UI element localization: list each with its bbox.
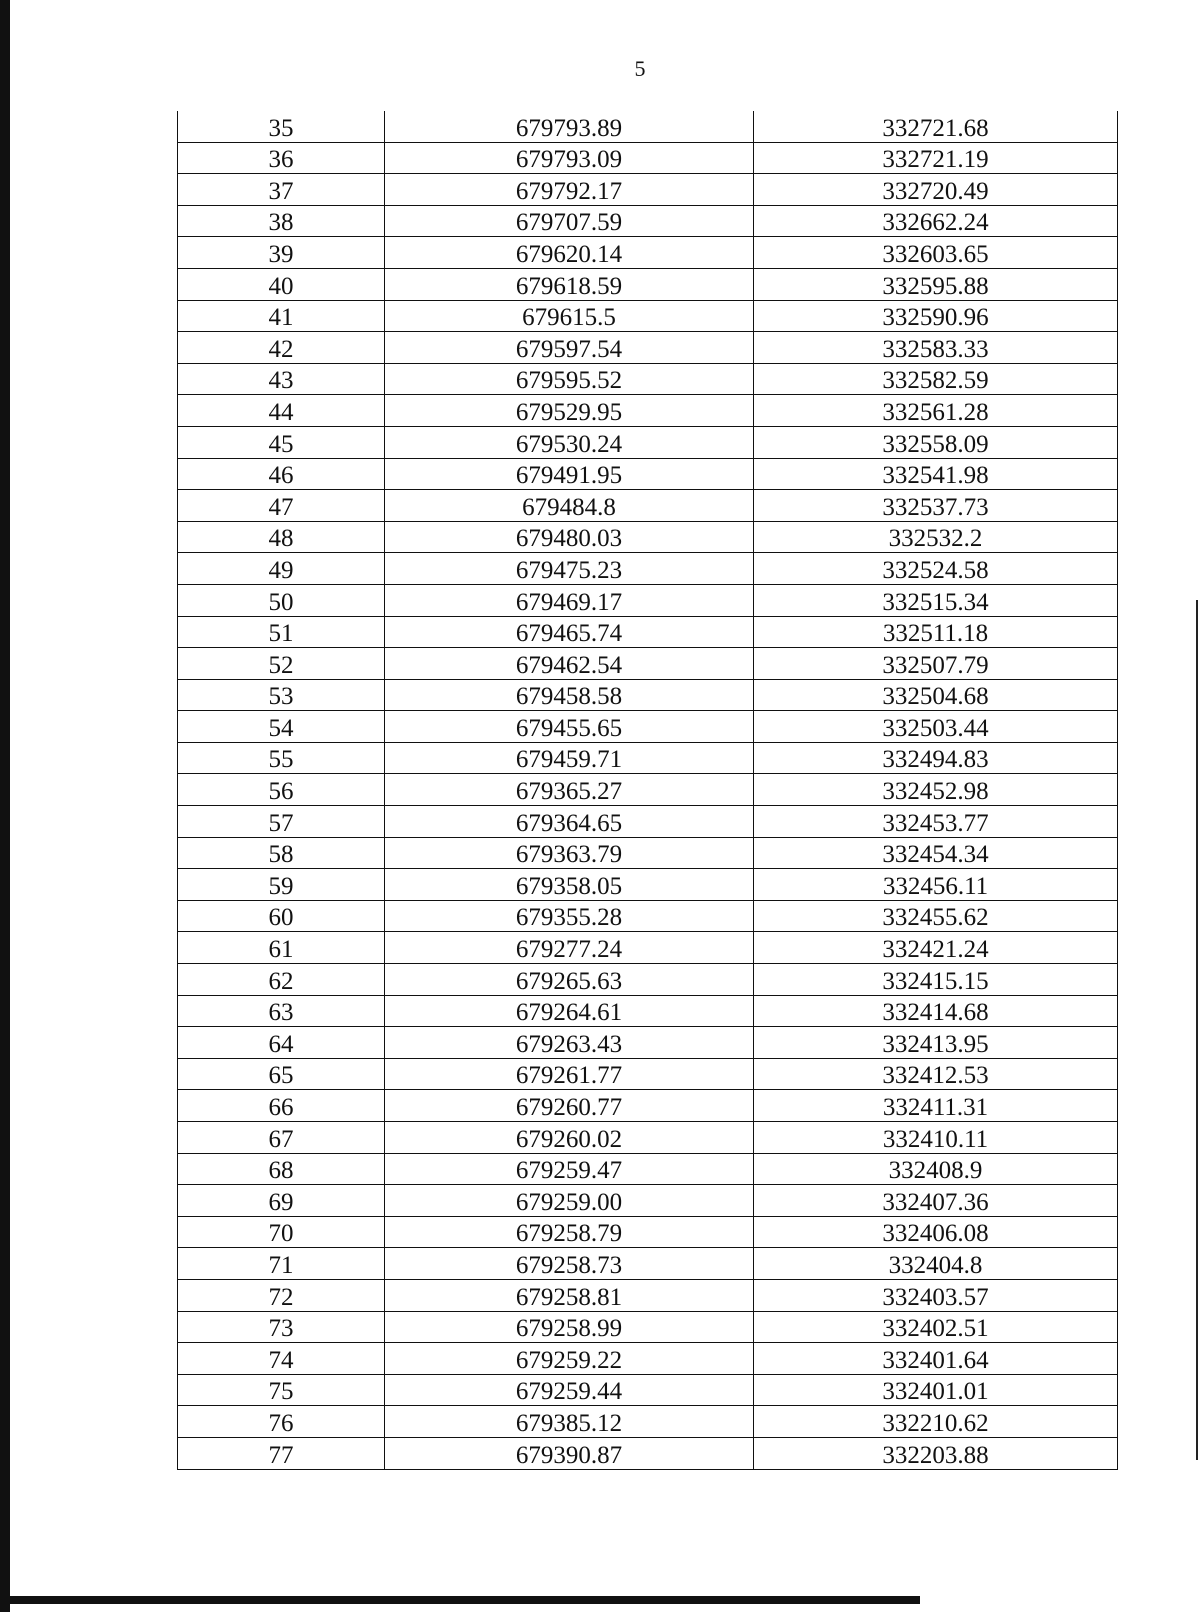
x-coordinate-cell: 679261.77 xyxy=(385,1058,754,1090)
y-coordinate-cell: 332511.18 xyxy=(754,616,1118,648)
point-number-cell: 61 xyxy=(178,932,385,964)
point-number-cell: 71 xyxy=(178,1248,385,1280)
point-number-cell: 40 xyxy=(178,268,385,300)
x-coordinate-cell: 679265.63 xyxy=(385,964,754,996)
point-number-cell: 48 xyxy=(178,521,385,553)
y-coordinate-cell: 332515.34 xyxy=(754,584,1118,616)
x-coordinate-cell: 679469.17 xyxy=(385,584,754,616)
scan-edge-left xyxy=(0,0,10,1612)
y-coordinate-cell: 332583.33 xyxy=(754,332,1118,364)
point-number-cell: 50 xyxy=(178,584,385,616)
y-coordinate-cell: 332452.98 xyxy=(754,774,1118,806)
x-coordinate-cell: 679263.43 xyxy=(385,1027,754,1059)
y-coordinate-cell: 332590.96 xyxy=(754,300,1118,332)
x-coordinate-cell: 679620.14 xyxy=(385,237,754,269)
point-number-cell: 49 xyxy=(178,553,385,585)
table-row xyxy=(178,332,1118,364)
y-coordinate-cell: 332454.34 xyxy=(754,837,1118,869)
x-coordinate-cell: 679258.99 xyxy=(385,1311,754,1343)
table-row xyxy=(178,837,1118,869)
x-coordinate-cell: 679260.77 xyxy=(385,1090,754,1122)
y-coordinate-cell: 332453.77 xyxy=(754,806,1118,838)
y-coordinate-cell: 332455.62 xyxy=(754,900,1118,932)
point-number-cell: 64 xyxy=(178,1027,385,1059)
table-row xyxy=(178,1279,1118,1311)
x-coordinate-cell: 679259.00 xyxy=(385,1185,754,1217)
point-number-cell: 45 xyxy=(178,426,385,458)
point-number-cell: 74 xyxy=(178,1343,385,1375)
x-coordinate-cell: 679259.22 xyxy=(385,1343,754,1375)
y-coordinate-cell: 332662.24 xyxy=(754,205,1118,237)
point-number-cell: 55 xyxy=(178,742,385,774)
y-coordinate-cell: 332210.62 xyxy=(754,1406,1118,1438)
table-row xyxy=(178,616,1118,648)
coordinates-table-body xyxy=(178,111,1118,1469)
y-coordinate-cell: 332401.64 xyxy=(754,1343,1118,1375)
table-row xyxy=(178,1122,1118,1154)
x-coordinate-cell: 679529.95 xyxy=(385,395,754,427)
point-number-cell: 60 xyxy=(178,900,385,932)
x-coordinate-cell: 679792.17 xyxy=(385,174,754,206)
point-number-cell: 57 xyxy=(178,806,385,838)
x-coordinate-cell: 679258.81 xyxy=(385,1279,754,1311)
point-number-cell: 54 xyxy=(178,711,385,743)
table-row xyxy=(178,1311,1118,1343)
point-number-cell: 41 xyxy=(178,300,385,332)
x-coordinate-cell: 679793.09 xyxy=(385,142,754,174)
y-coordinate-cell: 332402.51 xyxy=(754,1311,1118,1343)
table-row xyxy=(178,1374,1118,1406)
y-coordinate-cell: 332406.08 xyxy=(754,1216,1118,1248)
point-number-cell: 58 xyxy=(178,837,385,869)
y-coordinate-cell: 332407.36 xyxy=(754,1185,1118,1217)
table-row xyxy=(178,458,1118,490)
table-row xyxy=(178,1406,1118,1438)
table-row xyxy=(178,490,1118,522)
table-row xyxy=(178,174,1118,206)
x-coordinate-cell: 679259.44 xyxy=(385,1374,754,1406)
point-number-cell: 44 xyxy=(178,395,385,427)
y-coordinate-cell: 332504.68 xyxy=(754,679,1118,711)
x-coordinate-cell: 679595.52 xyxy=(385,363,754,395)
x-coordinate-cell: 679260.02 xyxy=(385,1122,754,1154)
x-coordinate-cell: 679491.95 xyxy=(385,458,754,490)
y-coordinate-cell: 332412.53 xyxy=(754,1058,1118,1090)
x-coordinate-cell: 679465.74 xyxy=(385,616,754,648)
point-number-cell: 72 xyxy=(178,1279,385,1311)
table-row xyxy=(178,932,1118,964)
table-row xyxy=(178,142,1118,174)
table-row xyxy=(178,900,1118,932)
y-coordinate-cell: 332721.68 xyxy=(754,111,1118,142)
table-row xyxy=(178,1185,1118,1217)
table-row xyxy=(178,1343,1118,1375)
point-number-cell: 69 xyxy=(178,1185,385,1217)
y-coordinate-cell: 332603.65 xyxy=(754,237,1118,269)
x-coordinate-cell: 679364.65 xyxy=(385,806,754,838)
point-number-cell: 39 xyxy=(178,237,385,269)
y-coordinate-cell: 332503.44 xyxy=(754,711,1118,743)
x-coordinate-cell: 679459.71 xyxy=(385,742,754,774)
y-coordinate-cell: 332408.9 xyxy=(754,1153,1118,1185)
table-row xyxy=(178,679,1118,711)
point-number-cell: 73 xyxy=(178,1311,385,1343)
point-number-cell: 65 xyxy=(178,1058,385,1090)
table-row xyxy=(178,648,1118,680)
x-coordinate-cell: 679259.47 xyxy=(385,1153,754,1185)
x-coordinate-cell: 679530.24 xyxy=(385,426,754,458)
y-coordinate-cell: 332558.09 xyxy=(754,426,1118,458)
y-coordinate-cell: 332720.49 xyxy=(754,174,1118,206)
x-coordinate-cell: 679707.59 xyxy=(385,205,754,237)
point-number-cell: 53 xyxy=(178,679,385,711)
table-row xyxy=(178,521,1118,553)
y-coordinate-cell: 332404.8 xyxy=(754,1248,1118,1280)
x-coordinate-cell: 679258.79 xyxy=(385,1216,754,1248)
x-coordinate-cell: 679480.03 xyxy=(385,521,754,553)
table-row xyxy=(178,869,1118,901)
point-number-cell: 75 xyxy=(178,1374,385,1406)
table-row xyxy=(178,1090,1118,1122)
y-coordinate-cell: 332421.24 xyxy=(754,932,1118,964)
y-coordinate-cell: 332582.59 xyxy=(754,363,1118,395)
point-number-cell: 35 xyxy=(178,111,385,142)
point-number-cell: 56 xyxy=(178,774,385,806)
point-number-cell: 62 xyxy=(178,964,385,996)
point-number-cell: 43 xyxy=(178,363,385,395)
point-number-cell: 52 xyxy=(178,648,385,680)
y-coordinate-cell: 332411.31 xyxy=(754,1090,1118,1122)
point-number-cell: 77 xyxy=(178,1437,385,1469)
y-coordinate-cell: 332415.15 xyxy=(754,964,1118,996)
point-number-cell: 63 xyxy=(178,995,385,1027)
table-row xyxy=(178,237,1118,269)
table-row xyxy=(178,553,1118,585)
x-coordinate-cell: 679277.24 xyxy=(385,932,754,964)
point-number-cell: 51 xyxy=(178,616,385,648)
table-row xyxy=(178,711,1118,743)
x-coordinate-cell: 679458.58 xyxy=(385,679,754,711)
scan-edge-right xyxy=(1196,600,1198,1460)
y-coordinate-cell: 332524.58 xyxy=(754,553,1118,585)
table-row xyxy=(178,774,1118,806)
point-number-cell: 76 xyxy=(178,1406,385,1438)
x-coordinate-cell: 679484.8 xyxy=(385,490,754,522)
x-coordinate-cell: 679264.61 xyxy=(385,995,754,1027)
table-row xyxy=(178,300,1118,332)
x-coordinate-cell: 679358.05 xyxy=(385,869,754,901)
x-coordinate-cell: 679258.73 xyxy=(385,1248,754,1280)
table-row xyxy=(178,205,1118,237)
table-row xyxy=(178,742,1118,774)
table-row xyxy=(178,964,1118,996)
y-coordinate-cell: 332537.73 xyxy=(754,490,1118,522)
table-row xyxy=(178,806,1118,838)
x-coordinate-cell: 679615.5 xyxy=(385,300,754,332)
y-coordinate-cell: 332541.98 xyxy=(754,458,1118,490)
coordinates-table xyxy=(177,111,1118,1470)
y-coordinate-cell: 332595.88 xyxy=(754,268,1118,300)
y-coordinate-cell: 332494.83 xyxy=(754,742,1118,774)
point-number-cell: 38 xyxy=(178,205,385,237)
point-number-cell: 59 xyxy=(178,869,385,901)
x-coordinate-cell: 679390.87 xyxy=(385,1437,754,1469)
y-coordinate-cell: 332403.57 xyxy=(754,1279,1118,1311)
y-coordinate-cell: 332507.79 xyxy=(754,648,1118,680)
table-row xyxy=(178,1027,1118,1059)
y-coordinate-cell: 332561.28 xyxy=(754,395,1118,427)
y-coordinate-cell: 332456.11 xyxy=(754,869,1118,901)
point-number-cell: 46 xyxy=(178,458,385,490)
y-coordinate-cell: 332414.68 xyxy=(754,995,1118,1027)
table-row xyxy=(178,1153,1118,1185)
point-number-cell: 67 xyxy=(178,1122,385,1154)
point-number-cell: 70 xyxy=(178,1216,385,1248)
table-row xyxy=(178,363,1118,395)
table-row xyxy=(178,1216,1118,1248)
table-row xyxy=(178,995,1118,1027)
table-row xyxy=(178,268,1118,300)
point-number-cell: 42 xyxy=(178,332,385,364)
table-row xyxy=(178,395,1118,427)
point-number-cell: 68 xyxy=(178,1153,385,1185)
y-coordinate-cell: 332721.19 xyxy=(754,142,1118,174)
y-coordinate-cell: 332203.88 xyxy=(754,1437,1118,1469)
x-coordinate-cell: 679462.54 xyxy=(385,648,754,680)
y-coordinate-cell: 332532.2 xyxy=(754,521,1118,553)
x-coordinate-cell: 679385.12 xyxy=(385,1406,754,1438)
table-row xyxy=(178,1437,1118,1469)
x-coordinate-cell: 679597.54 xyxy=(385,332,754,364)
x-coordinate-cell: 679475.23 xyxy=(385,553,754,585)
y-coordinate-cell: 332410.11 xyxy=(754,1122,1118,1154)
point-number-cell: 47 xyxy=(178,490,385,522)
x-coordinate-cell: 679618.59 xyxy=(385,268,754,300)
y-coordinate-cell: 332401.01 xyxy=(754,1374,1118,1406)
table-row xyxy=(178,584,1118,616)
point-number-cell: 66 xyxy=(178,1090,385,1122)
point-number-cell: 36 xyxy=(178,142,385,174)
x-coordinate-cell: 679355.28 xyxy=(385,900,754,932)
point-number-cell: 37 xyxy=(178,174,385,206)
scan-edge-bottom xyxy=(0,1596,920,1604)
y-coordinate-cell: 332413.95 xyxy=(754,1027,1118,1059)
x-coordinate-cell: 679365.27 xyxy=(385,774,754,806)
x-coordinate-cell: 679455.65 xyxy=(385,711,754,743)
page-number: 5 xyxy=(634,56,646,81)
table-row xyxy=(178,1248,1118,1280)
x-coordinate-cell: 679363.79 xyxy=(385,837,754,869)
table-row xyxy=(178,1058,1118,1090)
table-row xyxy=(178,111,1118,142)
x-coordinate-cell: 679793.89 xyxy=(385,111,754,142)
table-row xyxy=(178,426,1118,458)
